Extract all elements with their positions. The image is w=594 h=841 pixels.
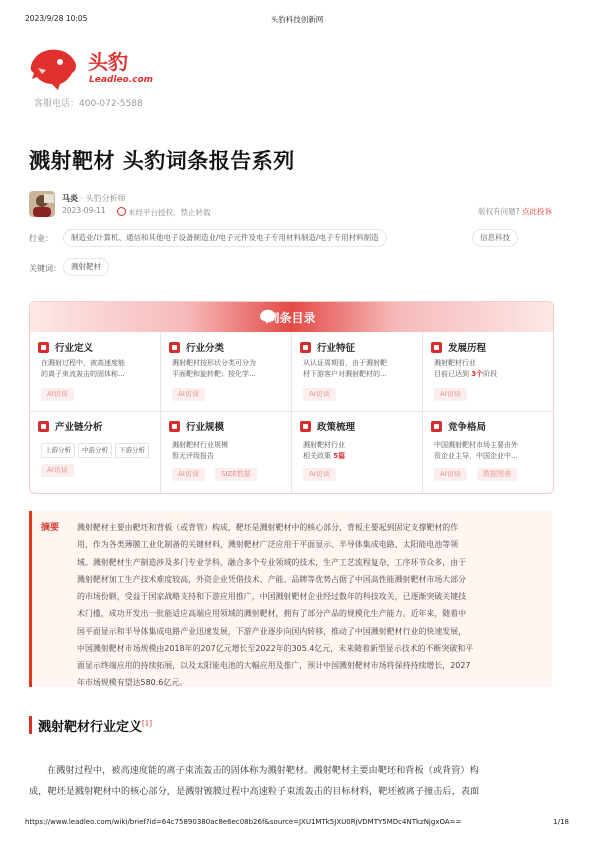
abstract-line: 的市场份额，受益于国家战略支持和下游应用推广，中国溅射靶材企业经过数年的科技攻关，已逐渐突破关键技 [77,592,467,601]
scale-icon [169,421,180,432]
section-paragraph [29,760,551,802]
toc-item-industry-features[interactable] [292,333,422,411]
abstract-line: 面显示终端应用的持续拓展，以及太阳能电池的大幅应用及推广，预计中国溅射靶材市场将保持持续增长，2027 [77,661,471,670]
policy-icon [300,421,311,432]
toc-item-title: 政策梳理 [317,422,356,433]
industry-tag[interactable]: 制造业/计算机、通信和其他电子设备制造业/电子元件及电子专用材料制造/电子专用材料制造 [63,229,387,247]
classification-icon [169,342,180,353]
midstream-tag[interactable]: 中游分析 [78,443,112,458]
ai-interview-button[interactable]: AI访谈 [41,464,74,477]
history-icon [431,342,442,353]
data-chart-button[interactable]: 数据图表 [477,468,517,481]
keyword-tag[interactable]: 溅射靶材 [63,258,109,276]
toc-item-summary: 溅射靶材按形状分类可分为 [172,359,256,367]
toc-item-summary: 材下游客户对溅射靶材的... [303,370,387,378]
customer-service-phone: 客服电话：400-072-5588 [34,99,143,109]
author-photo-icon [29,191,55,217]
toc-item-summary: 在溅射过程中，被高速度能 [41,359,125,367]
industry-label: 行业： [29,234,53,243]
ai-interview-button[interactable]: AI访谈 [303,388,336,401]
toc-item-industry-classification[interactable] [161,333,291,411]
license-notice: 未经平台授权，禁止转载 [117,206,211,218]
abstract-line: 术门槛，成功开发出一批能适应高端应用领域的溅射靶材，拥有了部分产品的规模化生产能力。近年来，随着中 [77,609,467,619]
print-datetime: 2023/9/28 10:05 [25,14,88,23]
toc-title: 词条目录 [267,311,316,325]
abstract-label: 摘要 [41,523,60,533]
ai-interview-button[interactable]: AI访谈 [303,468,336,481]
report-link[interactable]: 点此投诉 [522,207,552,216]
ai-interview-button[interactable]: AI访谈 [41,388,74,401]
author-line [62,193,126,204]
toc-item-title: 竞争格局 [448,422,487,433]
industry-tag[interactable]: 信息科技 [472,229,518,247]
logo-domain: Leadleo.com [89,75,154,85]
ai-interview-button[interactable]: AI访谈 [434,468,467,481]
abstract-text [77,519,539,692]
downstream-tag[interactable]: 下游分析 [115,443,149,458]
toc-item-title: 产业链分析 [55,422,103,433]
toc-item-title: 行业特征 [317,343,356,354]
size-data-button[interactable]: SIZE数据 [215,468,257,481]
no-copy-icon [117,207,126,216]
toc-item-summary: 资企业主导，中国企业中... [434,452,518,460]
toc-item-summary: 目前已达到 3个阶段 [434,370,498,378]
section-accent-bar [29,716,32,734]
abstract-box [29,511,552,687]
toc-item-title: 发展历程 [448,343,487,354]
toc-item-summary: 从认证周期看，由于溅射靶 [303,359,387,367]
toc-item-competitive-landscape[interactable] [423,412,553,490]
author-role: · 头豹分析师 [80,194,126,203]
features-icon [300,342,311,353]
abstract-line: 溅射靶材主要由靶坯和背板（或背管）构成，靶坯是溅射靶材中的核心部分，背板主要起到固定支撑靶材的作 [77,523,459,532]
page-title: 溅射靶材 头豹词条报告系列 [29,149,295,173]
section-title: 溅射靶材行业定义[1] [38,719,152,735]
toc-item-industry-definition[interactable] [30,333,160,411]
abstract-line: 年市场规模有望达580.6亿元。 [77,678,188,688]
report-question: 版权有问题? [478,207,520,216]
toc-item-summary: 溅射靶材行业规模 [172,441,228,449]
toc-item-summary: 的离子束流轰击的固体称... [41,370,125,378]
author-name[interactable]: 马炎 [62,194,78,203]
toc-item-title: 行业分类 [186,343,225,354]
toc-item-summary: 溅射靶材行业 [434,359,476,367]
paragraph-line: 成，靶坯是溅射靶材中的核心部分，是溅射镀膜过程中高速粒子束流轰击的目标材料，靶坯被离子撞击后，表面 [29,786,480,797]
chain-icon [38,421,49,432]
ai-interview-button[interactable]: AI访谈 [172,468,205,481]
definition-icon [38,342,49,353]
toc-item-summary: 中国溅射靶材市场主要由外 [434,441,518,449]
toc-item-title: 行业规模 [186,422,225,433]
keyword-label: 关键词： [29,264,61,273]
ai-interview-button[interactable]: AI访谈 [172,388,205,401]
abstract-line: 国平面显示和半导体集成电路产业迅速发展，下游产业逐步向国内转移，推动了中国溅射靶材行业的快速发展， [77,626,467,636]
toc-item-summary: 溅射靶材行业 [303,441,345,449]
toc-item-summary: 平面靶和旋转靶；按化学... [172,370,256,378]
toc-item-industry-scale[interactable] [161,412,291,490]
toc-item-summary: 相关政策 5篇 [303,452,346,460]
publish-date: 2023-09-11 [62,206,106,215]
reference-link[interactable]: [1] [142,719,152,728]
abstract-line: 用，作为各类薄膜工业化制备的关键材料，溅射靶材广泛应用于平面显示、半导体集成电路、太阳能电池等领 [77,540,459,550]
report-line [478,206,552,217]
toc-item-policy-review[interactable] [292,412,422,490]
toc-item-summary: 暂无评级报告 [172,452,214,460]
page-number: 1/18 [553,818,569,826]
logo-text: 头豹 [88,50,128,74]
abstract-line: 溅射靶材加工生产技术难度较高，外资企业凭借技术、产能、品牌等优势占据了中国高性能溅射靶材市场大部分 [77,574,467,584]
brand-logo[interactable] [28,44,168,92]
abstract-line: 域。溅射靶材生产制造涉及多门专业学科，融合多个专业领域的技术，生产工艺流程复杂，工序环节众多，由于 [77,557,467,567]
competition-icon [431,421,442,432]
toc-item-development-history[interactable] [423,333,553,411]
paragraph-line: 在溅射过程中，被高速度能的离子束流轰击的固体称为溅射靶材。溅射靶材主要由靶坯和背板（或背管）构 [47,765,479,776]
toc-panel [29,301,554,494]
toc-item-title: 行业定义 [55,343,94,354]
upstream-tag[interactable]: 上游分析 [41,443,75,458]
avatar[interactable] [29,191,55,217]
print-site-title: 头豹科技创新网 [270,15,324,24]
ai-interview-button[interactable]: AI访谈 [434,388,467,401]
abstract-line: 中国溅射靶材市场规模由2018年的207亿元增长至2022年的305.4亿元，未来随着新型显示技术的不断突破和平 [77,643,474,653]
print-url: https://www.leadleo.com/wiki/brief?id=64c75890380ac8e6ec08b26f&source=JXU1MTk5JXU0RjVDMTY5MDc4NTkzNjgxOA== [25,818,462,826]
abstract-accent-bar [29,511,32,687]
toc-item-industry-chain[interactable] [30,412,160,490]
